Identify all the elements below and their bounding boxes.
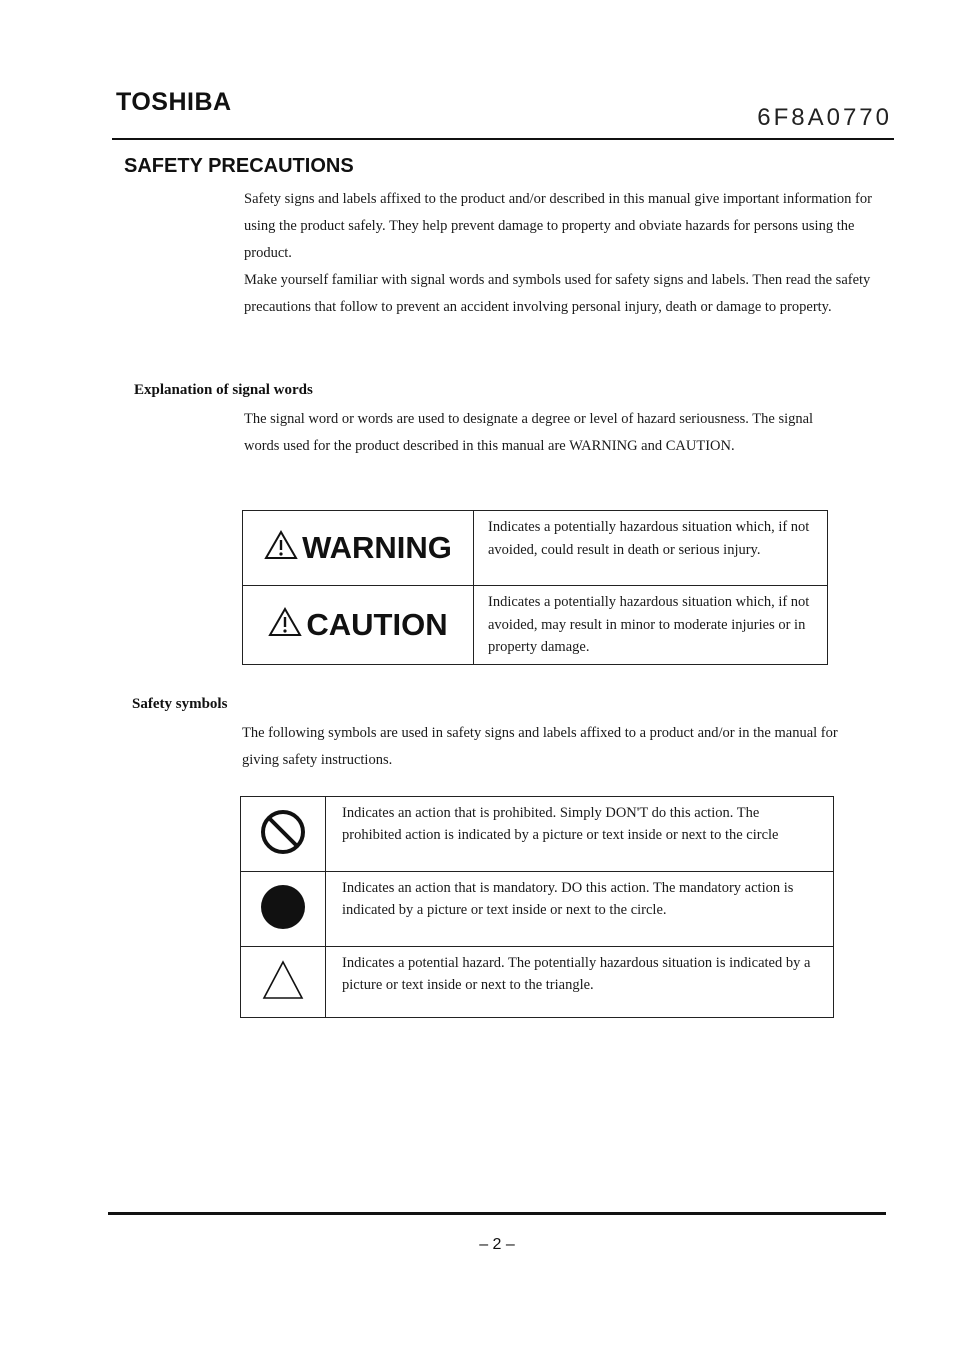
header-divider xyxy=(112,138,894,140)
prohibited-circle-icon xyxy=(259,808,307,856)
warning-triangle-icon xyxy=(264,530,298,560)
table-row xyxy=(241,947,834,1018)
table-row xyxy=(241,797,834,872)
mandatory-icon-cell xyxy=(241,872,326,947)
prohibited-description: Indicates an action that is prohibited. Simply DON'T do this action. The prohibited action is indicated by a picture or text inside or next to the circle xyxy=(326,797,834,872)
warning-label: WARNING xyxy=(302,530,452,565)
caution-description: Indicates a potentially hazardous situation which, if not avoided, may result in minor to moderate injuries or in property damage. xyxy=(474,586,828,665)
toshiba-logo: TOSHIBA xyxy=(116,88,232,116)
caution-label: CAUTION xyxy=(306,606,448,642)
intro-paragraph-2: Make yourself familiar with signal words and symbols used for safety signs and labels. Then read the safety precautions that follow to prevent an accident involving personal injury, death or damage to property. xyxy=(244,272,871,315)
table-row xyxy=(241,872,834,947)
warning-description: Indicates a potentially hazardous situation which, if not avoided, could result in death or serious injury. xyxy=(474,511,828,586)
safety-symbols-text: The following symbols are used in safety signs and labels affixed to a product and/or in the manual for giving safety instructions. xyxy=(242,725,838,768)
table-row xyxy=(243,586,828,665)
page-title: SAFETY PRECAUTIONS xyxy=(124,155,354,177)
warning-label-cell xyxy=(243,511,474,586)
prohibited-icon-cell xyxy=(241,797,326,872)
document-code: 6F8A0770 xyxy=(757,104,892,131)
signal-words-table xyxy=(242,510,828,665)
warning-triangle-icon xyxy=(268,607,302,637)
hazard-icon-cell xyxy=(241,947,326,1018)
mandatory-filled-circle-icon xyxy=(259,883,307,931)
signal-words-heading: Explanation of signal words xyxy=(134,382,313,398)
footer-divider xyxy=(108,1212,886,1215)
signal-words-text: The signal word or words are used to designate a degree or level of hazard seriousness. The signal words used for the product described in this manual are WARNING and CAUTION. xyxy=(244,411,814,454)
intro-paragraph-1: Safety signs and labels affixed to the product and/or described in this manual give important information for using the product safely. They help prevent damage to property and obviate hazards for persons using the product. xyxy=(244,191,872,261)
safety-symbols-heading: Safety symbols xyxy=(132,696,228,712)
safety-symbols-table xyxy=(240,796,834,1018)
mandatory-description: Indicates an action that is mandatory. DO this action. The mandatory action is indicated by a picture or text inside or next to the circle. xyxy=(326,872,834,947)
table-row xyxy=(243,511,828,586)
caution-label-cell xyxy=(243,586,474,665)
intro-text xyxy=(244,186,876,321)
hazard-description: Indicates a potential hazard. The potentially hazardous situation is indicated by a picture or text inside or next to the triangle. xyxy=(326,947,834,1018)
hazard-triangle-icon xyxy=(261,959,305,1001)
page-number: – 2 – xyxy=(479,1236,515,1253)
